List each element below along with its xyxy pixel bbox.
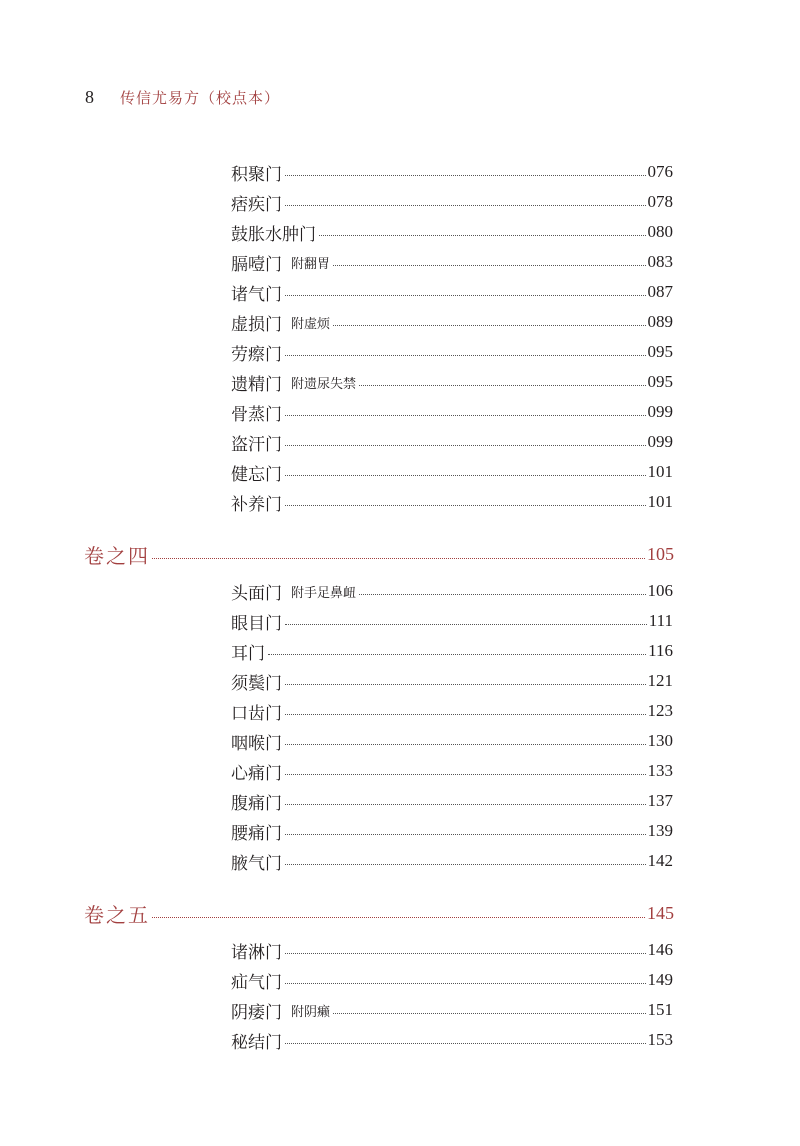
dot-leader <box>285 684 646 685</box>
toc-entry-page: 130 <box>647 731 673 750</box>
toc-entry-title: 咽喉门 <box>231 733 282 754</box>
toc-volume-page: 105 <box>647 543 674 564</box>
dot-leader <box>268 654 646 655</box>
toc-entry-note: 附遗尿失禁 <box>291 376 357 392</box>
toc-volume-title: 卷之四 <box>84 543 150 568</box>
dot-leader <box>285 774 646 775</box>
toc-volume-page: 145 <box>647 902 674 923</box>
toc-entry-page: 123 <box>647 701 673 720</box>
toc-entry-title: 膈噎门 <box>231 254 282 275</box>
dot-leader <box>285 804 646 805</box>
toc-entry-page: 076 <box>647 162 673 181</box>
dot-leader <box>285 953 646 954</box>
toc-entry-page: 095 <box>647 342 673 361</box>
dot-leader <box>285 415 646 416</box>
dot-leader <box>285 505 646 506</box>
dot-leader <box>333 265 645 266</box>
dot-leader <box>359 594 645 595</box>
toc-entry[interactable] <box>231 398 673 426</box>
dot-leader <box>152 917 645 918</box>
toc-entry[interactable] <box>231 817 673 845</box>
toc-entry-page: 095 <box>647 372 673 391</box>
dot-leader <box>285 295 646 296</box>
dot-leader <box>285 475 646 476</box>
toc-entry-title: 腰痛门 <box>231 823 282 844</box>
toc-entry[interactable] <box>231 188 673 216</box>
toc-entry-page: 080 <box>647 222 673 241</box>
toc-entry[interactable] <box>231 248 673 276</box>
toc-entry-title: 盗汗门 <box>231 434 282 455</box>
toc-volume-heading[interactable] <box>84 897 674 929</box>
dot-leader <box>333 1013 645 1014</box>
toc-entry[interactable] <box>231 996 673 1024</box>
toc-entry[interactable] <box>231 607 673 635</box>
toc-entry-page: 121 <box>647 671 673 690</box>
toc-entry-title: 须鬓门 <box>231 673 282 694</box>
toc-entry[interactable] <box>231 368 673 396</box>
toc-entry[interactable] <box>231 637 673 665</box>
toc-entry[interactable] <box>231 966 673 994</box>
dot-leader <box>333 325 645 326</box>
toc-entry-page: 106 <box>647 581 673 600</box>
toc-entry-title: 腋气门 <box>231 853 282 874</box>
toc-entry-note: 附翻胃 <box>291 256 331 272</box>
toc-entry[interactable] <box>231 1026 673 1054</box>
toc-entry[interactable] <box>231 428 673 456</box>
dot-leader <box>359 385 645 386</box>
toc-entry-note: 附阴癞 <box>291 1004 331 1020</box>
toc-entry-page: 099 <box>647 432 673 451</box>
toc-entry[interactable] <box>231 847 673 875</box>
toc-entry[interactable] <box>231 158 673 186</box>
dot-leader <box>285 834 646 835</box>
toc-entry[interactable] <box>231 667 673 695</box>
dot-leader <box>285 624 647 625</box>
toc-entry-title: 心痛门 <box>231 763 282 784</box>
dot-leader <box>285 355 646 356</box>
toc-entry-page: 099 <box>647 402 673 421</box>
toc-entry-page: 139 <box>647 821 673 840</box>
toc-entry[interactable] <box>231 308 673 336</box>
toc-entry-page: 137 <box>647 791 673 810</box>
toc-entry-page: 133 <box>647 761 673 780</box>
toc-entry-note: 附虚烦 <box>291 316 331 332</box>
toc-entry-page: 087 <box>647 282 673 301</box>
toc-entry-page: 101 <box>647 462 673 481</box>
toc-entry-title: 补养门 <box>231 494 282 515</box>
toc-entry-page: 116 <box>648 641 673 660</box>
dot-leader <box>285 864 646 865</box>
toc-entry-page: 089 <box>647 312 673 331</box>
toc-entry-page: 111 <box>648 611 673 630</box>
page-number: 8 <box>85 86 94 107</box>
toc-entry-page: 142 <box>647 851 673 870</box>
dot-leader <box>319 235 646 236</box>
toc-entry[interactable] <box>231 787 673 815</box>
toc-entry[interactable] <box>231 338 673 366</box>
toc-entry-title: 阴痿门 <box>231 1002 282 1023</box>
toc-entry-title: 遗精门 <box>231 374 282 395</box>
toc-entry-title: 耳门 <box>231 643 265 664</box>
toc-entry[interactable] <box>231 218 673 246</box>
toc-entry[interactable] <box>231 488 673 516</box>
toc-entry-page: 101 <box>647 492 673 511</box>
toc-entry-title: 诸淋门 <box>231 942 282 963</box>
running-header <box>85 86 280 108</box>
dot-leader <box>285 1043 646 1044</box>
toc-entry[interactable] <box>231 757 673 785</box>
toc-entry-title: 痞疾门 <box>231 194 282 215</box>
toc-entry-page: 078 <box>647 192 673 211</box>
toc-volume-title: 卷之五 <box>84 902 150 927</box>
toc-entry-title: 虚损门 <box>231 314 282 335</box>
dot-leader <box>285 714 646 715</box>
dot-leader <box>285 445 646 446</box>
toc-entry[interactable] <box>231 458 673 486</box>
book-title: 传信尤易方（校点本） <box>120 88 281 107</box>
toc-volume-heading[interactable] <box>84 538 674 570</box>
toc-entry-page: 146 <box>647 940 673 959</box>
toc-entry-title: 头面门 <box>231 583 282 604</box>
toc-entry-title: 秘结门 <box>231 1032 282 1053</box>
toc-entry-page: 153 <box>647 1030 673 1049</box>
toc-entry-title: 腹痛门 <box>231 793 282 814</box>
dot-leader <box>285 205 646 206</box>
toc-entry-note: 附手足鼻衄 <box>291 585 357 601</box>
toc-entry[interactable] <box>231 936 673 964</box>
toc-entry-title: 积聚门 <box>231 164 282 185</box>
toc-entry-title: 骨蒸门 <box>231 404 282 425</box>
toc-entry-page: 151 <box>647 1000 673 1019</box>
toc-entry-title: 劳瘵门 <box>231 344 282 365</box>
toc-entry-page: 083 <box>647 252 673 271</box>
toc-entry-title: 口齿门 <box>231 703 282 724</box>
dot-leader <box>285 175 646 176</box>
toc-entry-title: 眼目门 <box>231 613 282 634</box>
toc-entry-page: 149 <box>647 970 673 989</box>
toc-entry[interactable] <box>231 727 673 755</box>
dot-leader <box>152 558 645 559</box>
toc-entry[interactable] <box>231 697 673 725</box>
toc-entry[interactable] <box>231 278 673 306</box>
toc-entry[interactable] <box>231 577 673 605</box>
toc-entry-title: 鼓胀水肿门 <box>231 224 316 245</box>
dot-leader <box>285 983 646 984</box>
dot-leader <box>285 744 646 745</box>
toc-entry-title: 疝气门 <box>231 972 282 993</box>
toc-entry-title: 诸气门 <box>231 284 282 305</box>
toc-entry-title: 健忘门 <box>231 464 282 485</box>
